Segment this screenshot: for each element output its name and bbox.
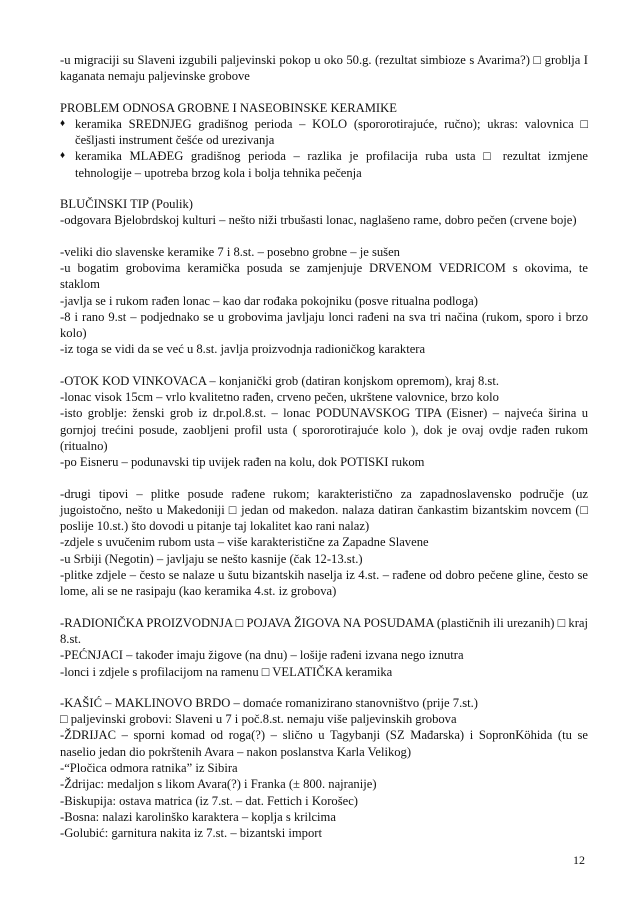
bullet-item <box>60 148 588 181</box>
section-heading: PROBLEM ODNOSA GROBNE I NASEOBINSKE KERAMIKE <box>60 100 397 115</box>
text-line: -8 i rano 9.st – podjednako se u grobovima javljaju lonci rađeni na sva tri načina (rukom, sporo i brzo kolo) <box>60 309 588 341</box>
page-number: 12 <box>573 853 585 867</box>
text-line: -javlja se i rukom rađen lonac – kao dar rođaka pokojniku (posve ritualna podloga) <box>60 293 478 308</box>
section-heading: BLUČINSKI TIP (Poulik) <box>60 197 193 212</box>
section-migration <box>60 52 588 85</box>
bullet-text: keramika MLAĐEG gradišnog perioda – razlika je profilacija ruba usta □ rezultat izmjene tehnologije – upotreba brzog kola i bolja tehnika pečenja <box>75 149 588 180</box>
text-line: -KAŠIĆ – MAKLINOVO BRDO – domaće romanizirano stanovništvo (prije 7.st.) <box>60 695 478 710</box>
text-line: □ paljevinski grobovi: Slaveni u 7 i poč.8.st. nemaju više paljevinskih grobova <box>60 712 457 727</box>
section-otok-vinkovci <box>60 373 588 471</box>
text-line: -zdjele s uvučenim rubom usta – više karakteristične za Zapadne Slavene <box>60 535 429 550</box>
section-slavic-ceramics <box>60 244 588 358</box>
text-line: -RADIONIČKA PROIZVODNJA □ POJAVA ŽIGOVA NA POSUDAMA (plastičnih ili urezanih) □ kraj 8.st. <box>60 615 588 646</box>
text-line: -u migraciji su Slaveni izgubili paljevinski pokop u oko 50.g. (rezultat simbioze s Avarima?) □ groblja I kaganata nemaju paljevinske grobove <box>60 53 588 84</box>
text-line: -ŽDRIJAC – sporni komad od roga(?) – slično u Tagybanji (SZ Mađarska) i SopronKöhida (tu se naselio jedan dio pokrštenih Avara – nakon poslanstva Karla Velikog) <box>60 728 588 759</box>
text-line: -iz toga se vidi da se već u 8.st. javlja proizvodnja radioničkog karaktera <box>60 342 426 357</box>
text-line: -Golubić: garnitura nakita iz 7.st. – bizantski import <box>60 826 322 841</box>
text-line: -Ždrijac: medaljon s likom Avara(?) i Franka (± 800. najranije) <box>60 777 377 792</box>
text-line: -odgovara Bjelobrdskoj kulturi – nešto niži trbušasti lonac, naglašeno rame, dobro pečen (crvene boje) <box>60 213 577 228</box>
section-other-types <box>60 486 588 600</box>
section-blucinski <box>60 196 588 229</box>
text-line: -isto groblje: ženski grob iz dr.pol.8.st. – lonac PODUNAVSKOG TIPA (Eisner) – najveća širina u gornjoj trećini posude, zaobljeni profil usta ( spororotirajuće kolo ), dok je ovaj ovdje rađen rukom (ritualno) <box>60 406 588 453</box>
text-line: -drugi tipovi – plitke posude rađene rukom; karakteristično za zapadnoslavensko područje (uz jugoistočno, nešto u Makedoniji □ jedan od makedon. nalaza datiran čankastim bizantskim novcem (□ poslije 10.st.) što dovodi u pitanje taj lokalitet kao rani nalaz) <box>60 486 588 534</box>
section-ceramics-problem <box>60 100 588 181</box>
text-line: -po Eisneru – podunavski tip uvijek rađen na kolu, dok POTISKI rukom <box>60 455 425 470</box>
text-line: -OTOK KOD VINKOVACA – konjanički grob (datiran konjskom opremom), kraj 8.st. <box>60 373 499 388</box>
text-line: -“Pločica odmora ratnika” iz Sibira <box>60 760 238 775</box>
text-line: -Bosna: nalazi karolinško karaktera – koplja s krilcima <box>60 809 336 824</box>
text-line: -lonci i zdjele s profilacijom na ramenu □ VELATIČKA keramika <box>60 664 393 679</box>
text-line: -u Srbiji (Negotin) – javljaju se nešto kasnije (čak 12-13.st.) <box>60 551 363 566</box>
text-line: -veliki dio slavenske keramike 7 i 8.st. – posebno grobne – je sušen <box>60 244 400 259</box>
text-line: -u bogatim grobovima keramička posuda se zamjenjuje DRVENOM VEDRICOM s okovima, te staklom <box>60 260 588 292</box>
section-workshop-production <box>60 615 588 680</box>
section-kasic <box>60 695 588 842</box>
text-line: -Biskupija: ostava matrica (iz 7.st. – dat. Fettich i Korošec) <box>60 793 358 808</box>
diamond-bullet-icon: ♦ <box>60 117 66 129</box>
bullet-text: keramika SREDNJEG gradišnog perioda – KOLO (spororotirajuće, ručno); ukras: valovnica □ češljasti instrument češće od urezivanja <box>75 116 588 148</box>
diamond-bullet-icon: ♦ <box>60 150 66 162</box>
text-line: -PEĆNJACI – također imaju žigove (na dnu) – lošije rađeni izvana nego iznutra <box>60 648 464 663</box>
bullet-item <box>60 116 588 149</box>
text-line: -lonac visok 15cm – vrlo kvalitetno rađen, crveno pečen, ukrštene valovnice, brzo kolo <box>60 390 499 405</box>
text-line: -plitke zdjele – često se nalaze u šutu bizantskih naselja iz 4.st. – rađene od dobro pečene gline, često se lome, ali se ne rasipaju (kao keramika 4.st. iz grobova) <box>60 568 588 599</box>
document-body <box>60 52 588 841</box>
